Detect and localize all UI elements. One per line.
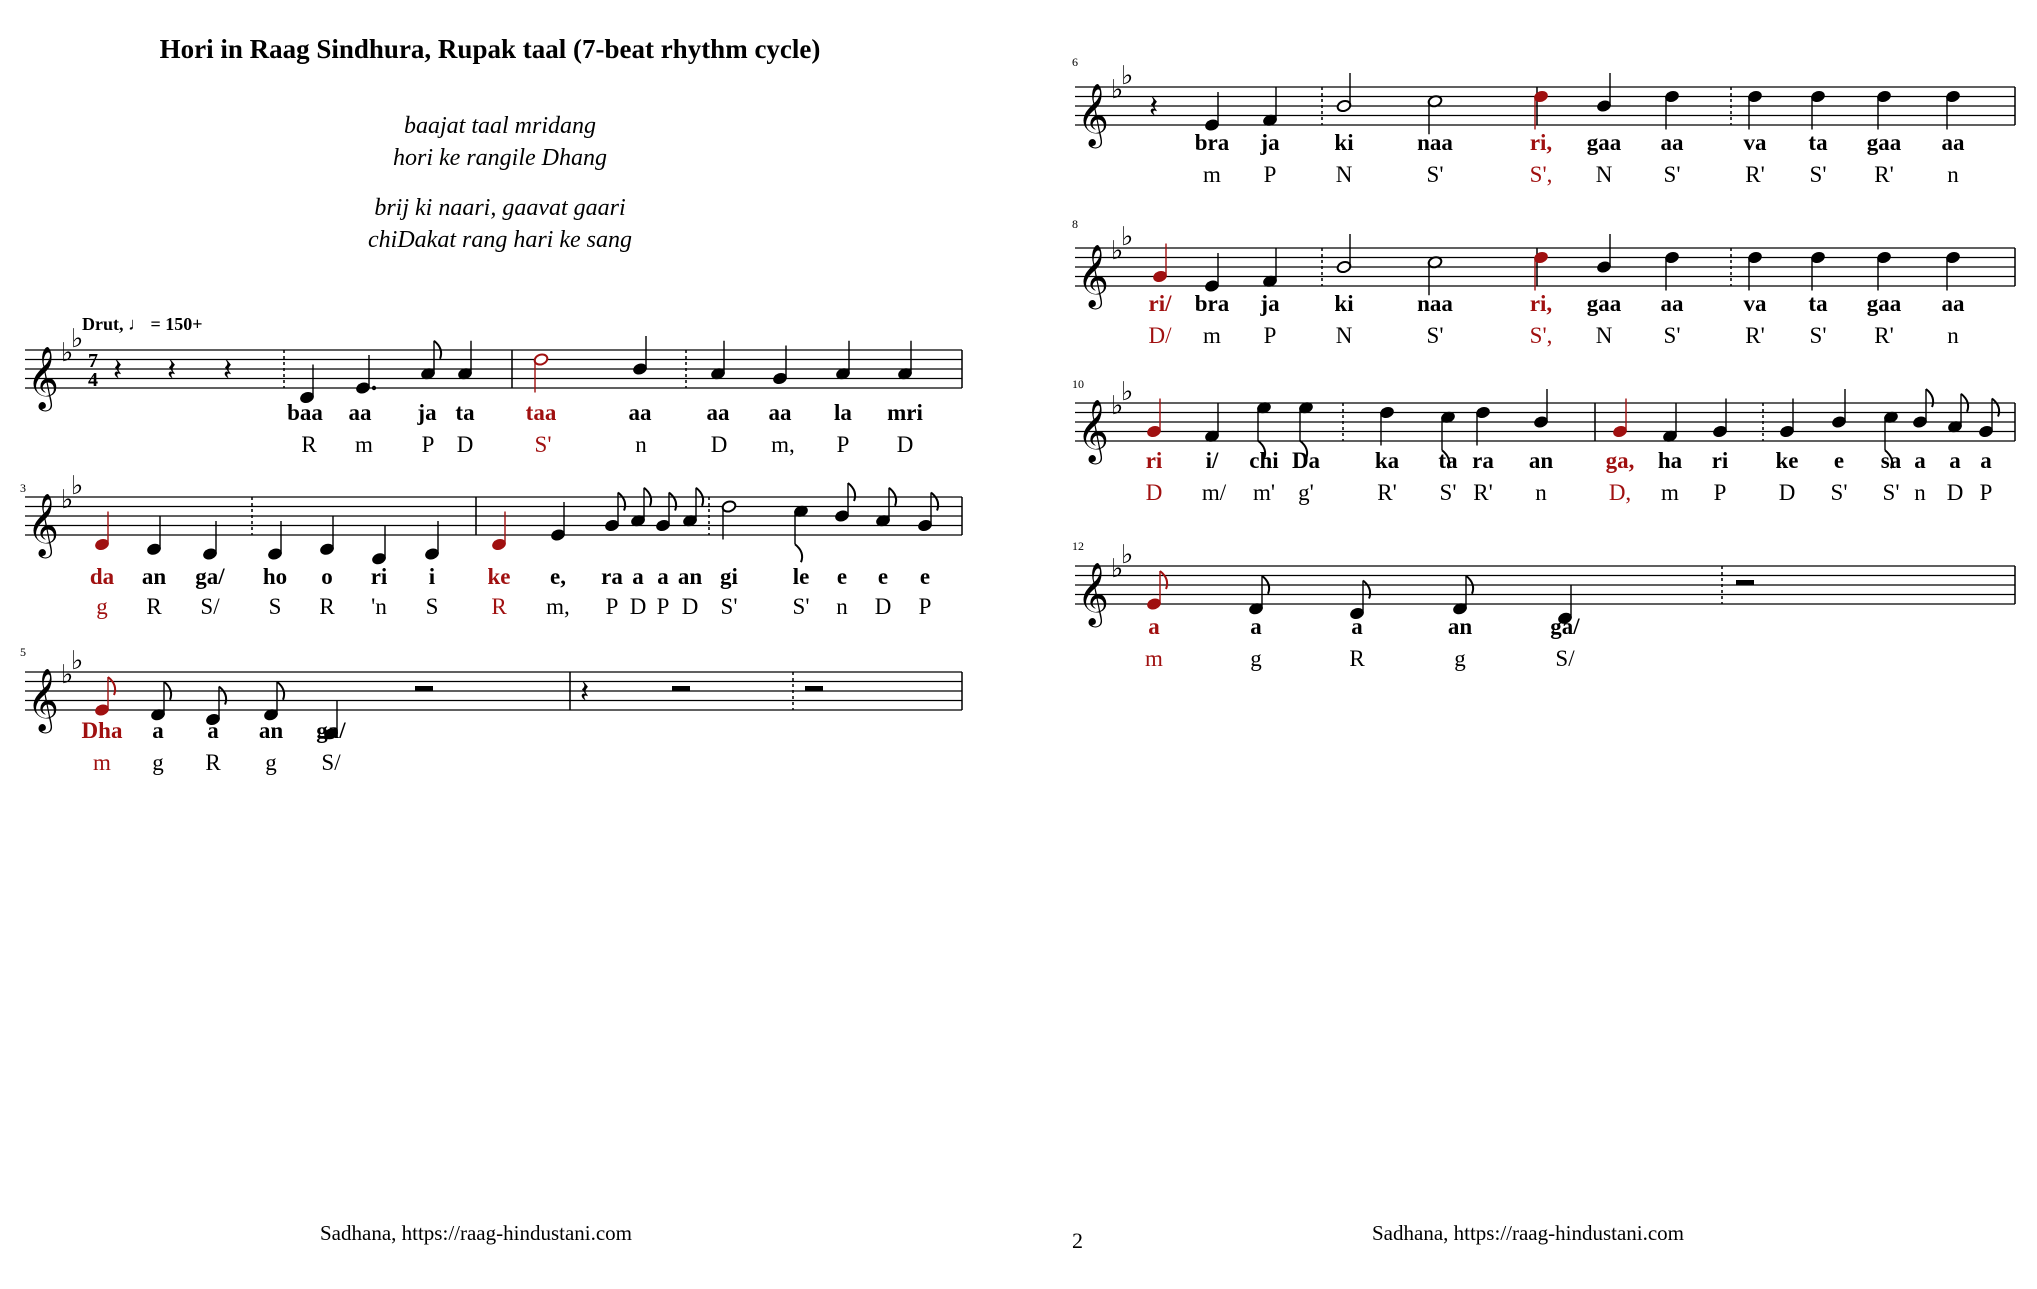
note-flag [1992, 399, 1999, 417]
system-1 [25, 324, 962, 457]
lyric-syllable: baa [287, 400, 323, 425]
swara-note-name: S' [1882, 480, 1900, 505]
verse-line-2: hori ke rangile Dhang [393, 145, 607, 171]
lyric-syllable: Dha [81, 718, 123, 743]
swara-note-name: n [1535, 480, 1547, 505]
lyric-syllable: ga/ [1550, 614, 1580, 639]
lyric-syllable: Da [1291, 448, 1321, 473]
lyric-syllable: gaa [1586, 291, 1622, 316]
swara-note-name: S' [1426, 323, 1444, 348]
treble-clef-icon: 𝄞 [1077, 244, 1109, 307]
swara-note-name: D [896, 432, 914, 457]
swara-note-name: P [836, 432, 850, 457]
lyric-syllable: ri [370, 564, 388, 589]
swara-note-name: n [1947, 323, 1959, 348]
tempo-marking: Drut, ♩ = 150+ [82, 314, 203, 334]
verse-line-3: brij ki naari, gaavat gaari [374, 195, 626, 221]
swara-note-name: D [1946, 480, 1964, 505]
swara-note-name: S' [1426, 162, 1444, 187]
flat-icon: ♭ [1121, 222, 1134, 252]
note-flag [1363, 581, 1370, 599]
lyric-syllable: chi [1249, 448, 1279, 473]
lyric-syllable: aa [348, 400, 372, 425]
swara-note-name: R' [1745, 323, 1765, 348]
lyric-syllable: le [792, 564, 810, 589]
lyric-syllable: ta [1808, 291, 1828, 316]
footer-left: Sadhana, https://raag-hindustani.com [320, 1221, 633, 1245]
swara-note-name: S/ [200, 594, 220, 619]
swara-note-name: m' [1252, 480, 1276, 505]
swara-note-name: m [1203, 162, 1221, 187]
lyric-syllable: ga/ [316, 718, 346, 743]
swara-note-name: R [491, 594, 507, 619]
lyric-syllable: ja [1260, 291, 1280, 316]
treble-clef-icon: 𝄞 [1077, 399, 1109, 462]
swara-note-name: m [355, 432, 373, 457]
quarter-rest-icon: 𝄽 [167, 353, 177, 388]
swara-note-name: N [1595, 323, 1613, 348]
swara-note-name: S' [1809, 323, 1827, 348]
lyric-syllable: a [1949, 448, 1961, 473]
lyric-syllable: gaa [1866, 291, 1902, 316]
flat-icon: ♭ [61, 660, 74, 690]
lyric-syllable: aa [1941, 291, 1965, 316]
page-title: Hori in Raag Sindhura, Rupak taal (7-beat rhythm cycle) [159, 34, 821, 64]
swara-note-name: R [319, 594, 335, 619]
lyric-syllable: ha [1657, 448, 1683, 473]
note-flag [1160, 571, 1167, 589]
lyric-syllable: a [632, 564, 644, 589]
measure-number: 12 [1072, 539, 1084, 553]
swara-note-name: m [1145, 646, 1163, 671]
lyric-syllable: taa [525, 400, 557, 425]
dot [372, 386, 376, 390]
system-12 [1072, 539, 2015, 671]
lyric-syllable: ri/ [1148, 291, 1172, 316]
lyric-syllable: an [677, 564, 703, 589]
swara-note-name: g [152, 750, 164, 775]
lyric-syllable: o [321, 564, 333, 589]
swara-note-name: n [836, 594, 848, 619]
time-signature-top: 7 [88, 350, 98, 372]
swara-note-name: R' [1874, 323, 1894, 348]
swara-note-name: D/ [1148, 323, 1172, 348]
system-6 [1072, 55, 2015, 187]
system-10 [1072, 377, 2015, 505]
lyric-syllable: e [1833, 448, 1845, 473]
lyric-syllable: ga, [1605, 448, 1635, 473]
swara-note-name: S [268, 594, 282, 619]
lyric-syllable: ja [417, 400, 437, 425]
measure-number: 6 [1072, 55, 1078, 69]
lyric-syllable: ke [1775, 448, 1799, 473]
swara-note-name: R [146, 594, 162, 619]
lyric-syllable: ja [1260, 130, 1280, 155]
lyric-syllable: an [141, 564, 167, 589]
lyric-syllable: gi [720, 564, 738, 589]
swara-note-name: n [1947, 162, 1959, 187]
lyric-syllable: ta [455, 400, 475, 425]
footer-right: Sadhana, https://raag-hindustani.com [1372, 1221, 1685, 1245]
lyric-syllable: ki [1334, 291, 1354, 316]
treble-clef-icon: 𝄞 [1077, 562, 1109, 625]
half-rest-icon [1736, 580, 1754, 585]
lyric-syllable: ta [1808, 130, 1828, 155]
lyric-syllable: a [152, 718, 164, 743]
lyric-syllable: an [258, 718, 284, 743]
swara-note-name: N [1335, 162, 1353, 187]
measure-number: 5 [20, 645, 26, 659]
half-rest-icon [805, 686, 823, 691]
swara-note-name: D [710, 432, 728, 457]
lyric-syllable: e [877, 564, 889, 589]
flat-icon: ♭ [1111, 75, 1124, 105]
swara-note-name: S' [1809, 162, 1827, 187]
lyric-syllable: a [207, 718, 219, 743]
swara-note-name: D [629, 594, 647, 619]
swara-note-name: R [205, 750, 221, 775]
note-flag [108, 677, 115, 695]
lyric-syllable: aa [1941, 130, 1965, 155]
lyric-syllable: a [1351, 614, 1363, 639]
lyric-syllable: ke [487, 564, 511, 589]
quarter-rest-icon: 𝄽 [113, 353, 123, 388]
swara-note-name: S', [1529, 323, 1553, 348]
lyric-syllable: an [1528, 448, 1554, 473]
swara-note-name: n [1914, 480, 1926, 505]
swara-note-name: S/ [321, 750, 341, 775]
half-rest-icon [672, 686, 690, 691]
swara-note-name: S' [1663, 162, 1681, 187]
swara-note-name: g [96, 594, 108, 619]
lyric-syllable: ri [1711, 448, 1729, 473]
swara-note-name: S' [1663, 323, 1681, 348]
lyric-syllable: bra [1194, 130, 1230, 155]
half-rest-icon [415, 686, 433, 691]
lyric-syllable: ki [1334, 130, 1354, 155]
swara-note-name: g [1250, 646, 1262, 671]
lyric-syllable: ga/ [195, 564, 225, 589]
swara-note-name: S' [534, 432, 552, 457]
lyric-syllable: va [1743, 291, 1767, 316]
swara-note-name: P [1263, 323, 1277, 348]
flat-icon: ♭ [1111, 391, 1124, 421]
swara-note-name: m [1661, 480, 1679, 505]
verse-line-4: chiDakat rang hari ke sang [368, 227, 632, 253]
flat-icon: ♭ [71, 646, 84, 676]
swara-note-name: R [301, 432, 317, 457]
swara-note-name: N [1335, 323, 1353, 348]
time-signature-bottom: 4 [88, 369, 98, 391]
flat-icon: ♭ [71, 324, 84, 354]
lyric-syllable: va [1743, 130, 1767, 155]
swara-note-name: m [1203, 323, 1221, 348]
treble-clef-icon: 𝄞 [1077, 83, 1109, 146]
swara-note-name: P [421, 432, 435, 457]
swara-note-name: m, [771, 432, 795, 457]
swara-note-name: S', [1529, 162, 1553, 187]
swara-note-name: S [425, 594, 439, 619]
note-flag [618, 493, 625, 511]
note-flag [848, 483, 855, 501]
lyric-syllable: a [657, 564, 669, 589]
swara-note-name: R [1349, 646, 1365, 671]
swara-note-name: D [681, 594, 699, 619]
lyric-syllable: sa [1880, 448, 1902, 473]
swara-note-name: 'n [371, 594, 387, 619]
lyric-syllable: a [1980, 448, 1992, 473]
note-flag [1926, 389, 1933, 407]
lyric-syllable: aa [628, 400, 652, 425]
system-8 [1072, 217, 2015, 348]
swara-note-name: g [265, 750, 277, 775]
lyric-syllable: ho [262, 564, 288, 589]
lyric-syllable: ta [1438, 448, 1458, 473]
flat-icon: ♭ [1111, 554, 1124, 584]
lyric-syllable: e [919, 564, 931, 589]
lyric-syllable: ra [1472, 448, 1494, 473]
swara-note-name: S' [1439, 480, 1457, 505]
lyric-syllable: an [1447, 614, 1473, 639]
swara-note-name: P [656, 594, 670, 619]
lyric-syllable: i/ [1205, 448, 1219, 473]
swara-note-name: S/ [1555, 646, 1575, 671]
measure-number: 10 [1072, 377, 1084, 391]
swara-note-name: m [93, 750, 111, 775]
lyric-syllable: mri [887, 400, 923, 425]
lyric-syllable: e [836, 564, 848, 589]
swara-note-name: P [918, 594, 932, 619]
lyric-syllable: aa [706, 400, 730, 425]
swara-note-name: P [1263, 162, 1277, 187]
treble-clef-icon: 𝄞 [27, 668, 59, 731]
swara-note-name: R' [1874, 162, 1894, 187]
lyric-syllable: da [89, 564, 115, 589]
swara-note-name: N [1595, 162, 1613, 187]
swara-note-name: P [1979, 480, 1993, 505]
swara-note-name: P [1713, 480, 1727, 505]
flat-icon: ♭ [1121, 540, 1134, 570]
swara-note-name: S' [792, 594, 810, 619]
flat-icon: ♭ [1121, 61, 1134, 91]
lyric-syllable: ra [601, 564, 623, 589]
swara-note-name: D, [1608, 480, 1632, 505]
note-flag [669, 493, 676, 511]
swara-note-name: D [874, 594, 892, 619]
lyric-syllable: i [428, 564, 436, 589]
lyric-syllable: e, [550, 564, 566, 589]
swara-note-name: R' [1377, 480, 1397, 505]
swara-note-name: P [605, 594, 619, 619]
lyric-syllable: ri [1145, 448, 1163, 473]
note-flag [795, 544, 802, 562]
lyric-syllable: aa [1660, 130, 1684, 155]
swara-note-name: S' [720, 594, 738, 619]
verse-line-1: baajat taal mridang [403, 113, 596, 139]
swara-note-name: R' [1745, 162, 1765, 187]
swara-note-name: g [1454, 646, 1466, 671]
flat-icon: ♭ [61, 485, 74, 515]
lyric-syllable: ka [1374, 448, 1400, 473]
flat-icon: ♭ [1121, 377, 1134, 407]
lyric-syllable: ri, [1529, 130, 1553, 155]
lyric-syllable: gaa [1866, 130, 1902, 155]
lyric-syllable: naa [1417, 291, 1453, 316]
swara-note-name: D [1145, 480, 1163, 505]
swara-note-name: n [635, 432, 647, 457]
note-flag [931, 493, 938, 511]
quarter-rest-icon: 𝄽 [223, 353, 233, 388]
lyric-syllable: aa [1660, 291, 1684, 316]
system-5 [20, 645, 962, 775]
lyric-syllable: a [1148, 614, 1160, 639]
quarter-rest-icon: 𝄽 [580, 675, 590, 710]
flat-icon: ♭ [1111, 236, 1124, 266]
lyric-syllable: ri, [1529, 291, 1553, 316]
lyric-syllable: naa [1417, 130, 1453, 155]
swara-note-name: D [456, 432, 474, 457]
treble-clef-icon: 𝄞 [27, 346, 59, 409]
swara-note-name: m/ [1201, 480, 1227, 505]
lyric-syllable: a [1914, 448, 1926, 473]
swara-note-name: g' [1298, 480, 1314, 505]
lyric-syllable: aa [768, 400, 792, 425]
flat-icon: ♭ [61, 338, 74, 368]
page-number: 2 [1072, 1228, 1083, 1253]
quarter-rest-icon: 𝄽 [1149, 90, 1159, 125]
lyric-syllable: bra [1194, 291, 1230, 316]
swara-note-name: R' [1473, 480, 1493, 505]
swara-note-name: D [1778, 480, 1796, 505]
lyric-syllable: gaa [1586, 130, 1622, 155]
system-3 [20, 471, 962, 619]
lyric-syllable: la [834, 400, 852, 425]
flat-icon: ♭ [71, 471, 84, 501]
swara-note-name: m, [546, 594, 570, 619]
note-flag [219, 687, 226, 705]
treble-clef-icon: 𝄞 [27, 493, 59, 556]
measure-number: 8 [1072, 217, 1078, 231]
lyric-syllable: a [1250, 614, 1262, 639]
measure-number: 3 [20, 481, 26, 495]
swara-note-name: S' [1830, 480, 1848, 505]
